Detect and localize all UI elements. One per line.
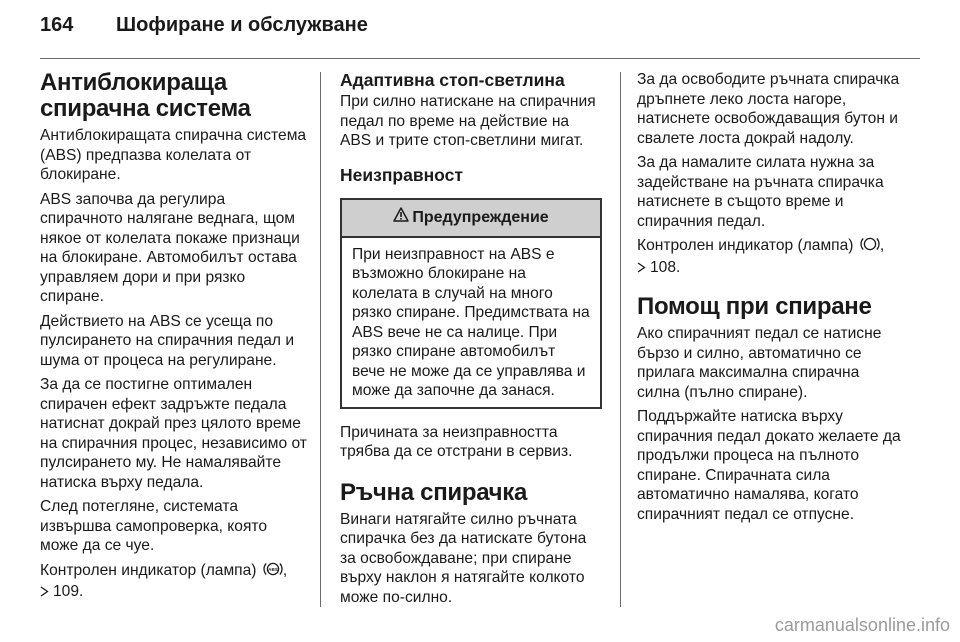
abs-paragraph-2: ABS започва да регулира спирачното налягане веднага, щом някое от колелата покаже признаци на блокиране. Автомобилът остава управляем дори и при рязко спиране.: [40, 190, 300, 305]
brake-assist-paragraph-2: Поддържайте натиска върху спирачния педал докато желаете да продължи процеса на пълното спиране. Спирачната сила автоматично намалява, когато спирачният педал се отпусне.: [637, 408, 901, 523]
abs-indicator-ref: Контролен индикатор (лампа) ABS , 109.: [40, 561, 308, 603]
brake-assist-heading: Помощ при спиране: [637, 293, 872, 320]
abs-heading: [40, 70, 308, 122]
page-ref-arrow-icon: [637, 259, 646, 279]
page-header: [40, 14, 920, 44]
abs-heading-line2: спирачна система: [40, 95, 251, 122]
adaptive-brake-light-paragraph: При силно натискане на спирачния педал по време на действие на ABS и трите стоп-светлини мигат.: [340, 93, 596, 149]
column-2: [340, 70, 602, 612]
abs-paragraph-5: След потегляне, системата извършва самопроверка, която може да се чуе.: [40, 498, 268, 554]
brake-indicator-ref: Контролен индикатор (лампа) , 108.: [637, 236, 905, 278]
abs-paragraph-1: Антиблокиращата спирачна система (ABS) предпазва колелата от блокиране.: [40, 127, 307, 183]
abs-heading-line1: Антиблокираща: [40, 69, 227, 96]
warning-text: При неизправност на ABS е възможно блокиране на колелата в случай на много рязко спиране. Предимствата на ABS вече не са налице. При рязко спиране автомобилът вече не може да се управлява и може да започне да занася.: [352, 245, 590, 399]
adaptive-brake-light-heading: Адаптивна стоп-светлина: [340, 70, 565, 90]
parking-brake-paragraph: Винаги натягайте силно ръчната спирачка без да натискате бутона за освобождаване; при спиране върху наклон я натягайте колкото може по-силно.: [340, 510, 587, 606]
warning-box: [340, 198, 602, 409]
abs-lamp-icon: [263, 561, 283, 583]
column-divider-2: [620, 72, 621, 607]
abs-indicator-text: Контролен индикатор (лампа): [40, 561, 257, 579]
warning-body: [342, 238, 600, 407]
brake-indicator-text: Контролен индикатор (лампа): [637, 237, 854, 254]
fault-subheading: Неизправност: [340, 164, 463, 185]
watermark: carmanualsonline.info: [774, 615, 950, 635]
abs-paragraph-4: За да се постигне оптимален спирачен ефект задръжте педала натиснат докрай през цялото време на спирачния процес, независимо от пулсирането му. Не намалявайте натиска върху педала.: [40, 376, 307, 491]
page-ref-arrow-icon: [40, 583, 49, 603]
brake-page-ref: 108.: [650, 258, 681, 276]
column-3: [637, 70, 905, 529]
page-number: 164: [40, 14, 74, 36]
abs-lamp-label: ABS: [267, 566, 278, 572]
page-title: Шофиране и обслужване: [116, 14, 368, 36]
column-1: [40, 70, 308, 608]
column-divider-1: [320, 72, 321, 607]
release-brake-paragraph: За да освободите ръчната спирачка дръпнете леко лоста нагоре, натиснете освобождаващия бутон и свалете лоста докрай надолу.: [637, 71, 900, 147]
reduce-force-paragraph: За да намалите силата нужна за задействане на ръчната спирачка натиснете в същото време и спирачния педал.: [637, 154, 884, 230]
abs-paragraph-3: Действието на ABS се усеща по пулсирането на спирачния педал и шума от процеса на регулиране.: [40, 312, 295, 369]
fault-paragraph: Причината за неизправността трябва да се отстрани в сервиз.: [340, 423, 573, 460]
brake-lamp-icon: [860, 236, 880, 258]
parking-brake-heading: Ръчна спирачка: [340, 478, 528, 506]
abs-page-ref: 109.: [53, 583, 84, 600]
header-divider: [40, 58, 920, 59]
warning-title: Предупреждение: [412, 208, 549, 226]
brake-assist-paragraph-1: Ако спирачният педал се натисне бързо и силно, автоматично се прилага максимална спирачна силна (пълно спиране).: [637, 325, 882, 401]
warning-header: [342, 200, 600, 238]
warning-triangle-icon: [393, 207, 409, 228]
